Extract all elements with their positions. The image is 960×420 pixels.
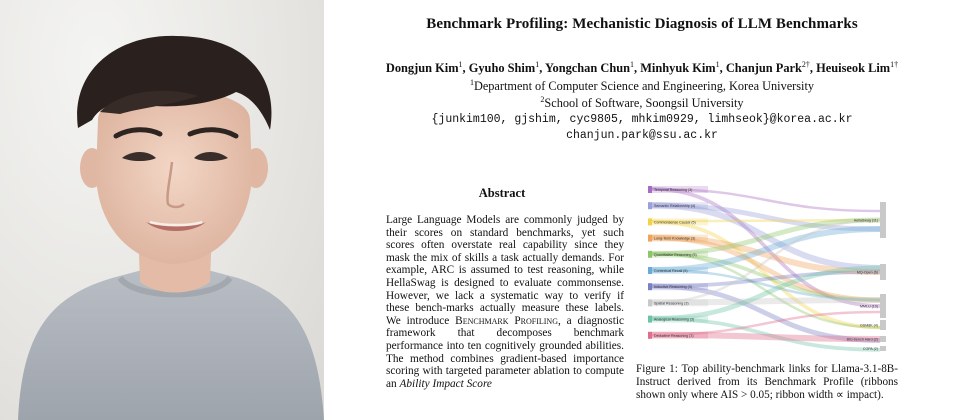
ability-label: Long-Term Knowledge (3) [654,236,696,241]
ability-label: Semantic Relationship (4) [654,204,696,209]
author-mark: 1† [890,60,899,69]
affiliation-text: School of Software, Soongsil University [544,96,744,111]
ability-label: Inductive Reasoning (3) [654,285,692,290]
author-name: Gyuho Shim [468,61,536,76]
abstract-heading: Abstract [478,186,526,200]
benchmark-label: MMLU (10) [860,304,878,309]
ability-node [648,202,652,209]
email-line: chanjun.park@ssu.ac.kr [566,129,718,142]
ability-label: Commonsense Causal (5) [654,220,696,225]
author-name: Dongjun Kim [385,61,459,76]
ability-label: Contextual Recall (5) [654,269,688,273]
author-photo [0,0,324,420]
abstract-part: Large Language Models are commonly judged by their scores on standard benchmarks, yet such scores often overstate real capability since they mask the mix of skills a task actually demands. For example, ARC is assumed to test reasoning, while HellaSwag is designed to evaluate commonsense. However, we lack a systematic way to verify if these bench-marks actually measure these labels. We introduce [386,214,624,327]
sankey-figure [636,180,898,356]
metric-name: Ability Impact Score [399,377,492,390]
paper-page [324,0,960,420]
author-mark: 1 [458,60,463,69]
author-name: Heuiseok Lim [816,61,891,76]
method-name: Benchmark Profiling [455,314,558,327]
ability-node [648,186,652,193]
paper-title: Benchmark Profiling: Mechanistic Diagnosis of LLM Benchmarks [426,16,858,32]
affiliation-mark: 1 [469,78,474,87]
affiliation [324,95,960,111]
benchmark-node [880,336,886,342]
benchmark-node [880,264,886,280]
benchmark-node [880,346,886,351]
author-mark: 2† [801,60,810,69]
ability-label: Temporal Reasoning (3) [654,188,693,192]
benchmark-label: GSM8K (4) [860,323,878,328]
author-name: Minhyuk Kim [640,61,716,76]
benchmark-label: MQ-Open (6) [856,270,878,275]
benchmark-node [880,202,886,238]
ability-node [648,299,652,306]
ability-label: Spatial Reasoning (3) [654,301,689,306]
affiliation [324,78,960,94]
sankey-diagram [636,180,898,356]
author-mark: 1 [630,60,634,69]
ability-node [648,283,652,290]
ability-label: Quantitative Reasoning (5) [654,252,697,257]
ability-node [648,235,652,242]
abstract-text [386,214,624,390]
ability-node [648,316,652,323]
ability-node [648,267,652,274]
author-mark: 1 [535,60,540,69]
author-name: Yongchan Chun [544,61,630,76]
affiliation-mark: 2 [540,95,545,104]
author-mark: 1 [715,60,720,69]
author-name: Chanjun Park [725,61,802,76]
ability-label: Analogical Reasoning (3) [654,317,695,322]
figure-caption: Figure 1: Top ability-benchmark links for Llama-3.1-8B-Instruct derived from its Benchmark Profile (ribbons shown only where AIS > 0.05; ribbon width ∝ impact). [636,363,898,401]
ability-node [648,251,652,258]
email-line: {junkim100, gjshim, cyc9805, mhkim0929, limhseok}@korea.ac.kr [431,113,853,126]
benchmark-label: BIG-bench Hard (2) [846,337,878,342]
benchmark-label: HellaSwag (11) [853,218,878,223]
affiliation-text: Department of Computer Science and Engineering, Korea University [473,79,815,94]
portrait-illustration [0,0,324,420]
abstract-part: , a diagnostic framework that decomposes benchmark performance into ten cognitively grounded abilities. The method combines gradient-based importance scoring with targeted parameter ablation to compute an [386,314,624,390]
ability-node [648,218,652,225]
author-list: Dongjun Kim$^1$, Gyuho Shim$^1$, Yongchan Chun$^1$, Minhyuk Kim$^1$, Chanjun Park$^{2\dagger}$, Heuiseok Lim$^{1\dagger}$ [385,60,899,76]
benchmark-label: COPA (2) [862,346,878,351]
benchmark-node [880,294,886,318]
ability-node [648,332,652,339]
ability-label: Deductive Reasoning (3) [654,333,694,338]
benchmark-node [880,320,886,330]
